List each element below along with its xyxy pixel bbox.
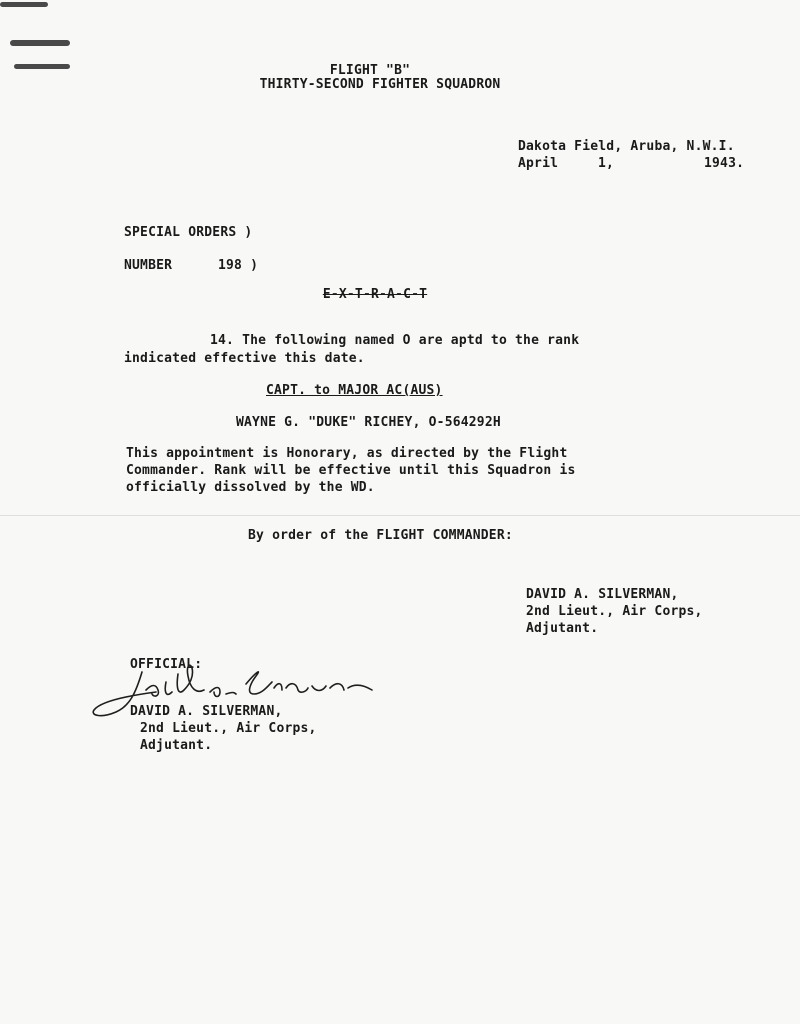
date-day: 1,: [598, 156, 615, 171]
date-month: April: [518, 156, 559, 171]
date-year: 1943.: [704, 156, 745, 171]
number-value: 198 ): [218, 258, 259, 273]
ink-smudge: [14, 64, 70, 69]
rank-change: CAPT. to MAJOR AC(AUS): [266, 383, 443, 398]
extract-heading: E-X-T-R-A-C-T: [322, 287, 428, 302]
ink-smudge: [0, 2, 48, 7]
by-order-line: By order of the FLIGHT COMMANDER:: [248, 528, 513, 543]
right-signer-name: DAVID A. SILVERMAN,: [526, 587, 679, 602]
number-label: NUMBER: [124, 258, 173, 273]
note-line-3: officially dissolved by the WD.: [126, 480, 375, 495]
ink-smudge: [10, 40, 70, 46]
paper-fold-line: [0, 515, 800, 516]
official-label: OFFICIAL:: [130, 657, 203, 672]
special-orders-label: SPECIAL ORDERS ): [124, 225, 253, 240]
paragraph-line-1: 14. The following named O are aptd to the rank: [210, 333, 580, 348]
right-signer-rank: 2nd Lieut., Air Corps,: [526, 604, 703, 619]
place-line: Dakota Field, Aruba, N.W.I.: [518, 139, 735, 154]
officer-name: WAYNE G. "DUKE" RICHEY, O-564292H: [236, 415, 501, 430]
note-line-2: Commander. Rank will be effective until this Squadron is: [126, 463, 576, 478]
right-signer-title: Adjutant.: [526, 621, 599, 636]
flight-heading: FLIGHT "B": [329, 63, 411, 78]
official-signer-name: DAVID A. SILVERMAN,: [130, 704, 283, 719]
paragraph-line-2: indicated effective this date.: [124, 351, 365, 366]
official-signer-rank: 2nd Lieut., Air Corps,: [140, 721, 317, 736]
squadron-heading: THIRTY-SECOND FIGHTER SQUADRON: [259, 77, 501, 92]
note-line-1: This appointment is Honorary, as directed by the Flight: [126, 446, 568, 461]
official-signer-title: Adjutant.: [140, 738, 213, 753]
